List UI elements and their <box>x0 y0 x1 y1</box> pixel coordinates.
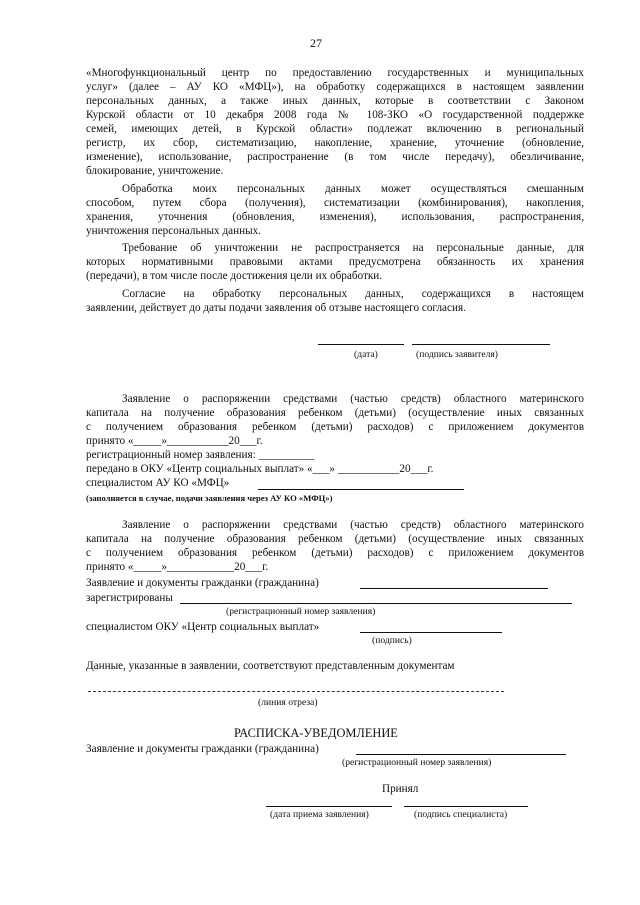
block2-specialist-line <box>360 632 502 633</box>
signature-line <box>412 344 550 345</box>
para1-line-1: «Многофункциональный центр по предоставлению государственных и муниципальных <box>86 67 584 79</box>
para1-line-3: персональных данных, а также иных данных, которые в соответствии с Законом <box>86 95 584 107</box>
applicant-signature-caption: (подпись заявителя) <box>416 349 499 360</box>
para4-line-1: Согласие на обработку персональных данных, содержащихся в настоящем <box>122 288 584 300</box>
para2-line-2: способом, путем сбора (получения), систематизации (комбинирования), накопления, <box>86 197 584 209</box>
data-match-statement: Данные, указанные в заявлении, соответствуют представленным документам <box>86 660 455 672</box>
para3-line-2: которых нормативными правовыми актами предусмотрена обязанность их хранения <box>86 256 584 268</box>
para3-line-3: (передачи), в том числе после достижения цели их обработки. <box>86 270 383 282</box>
block1-note: (заполняется в случае, подачи заявления через АУ КО «МФЦ») <box>86 493 333 503</box>
block2-docs-citizen: Заявление и документы гражданки (гражданина) <box>86 577 319 589</box>
receipt-registration-line <box>356 754 566 755</box>
para1-line-7: изменение), использование, распространение (в том числе передачу), обезличивание, <box>86 151 584 163</box>
block1-registration-number: регистрационный номер заявления: __________ <box>86 449 315 461</box>
block2-line-2: капитала на получение образования ребенком (детьми) (осуществление иных связанных <box>86 533 584 545</box>
para3-line-1: Требование об уничтожении не распространяется на персональные данные, для <box>122 242 584 254</box>
block1-line-2: капитала на получение образования ребенком (детьми) (осуществление иных связанных <box>86 407 584 419</box>
block1-mfc-specialist: специалистом АУ КО «МФЦ» <box>86 477 230 489</box>
block2-registered: зарегистрированы <box>86 592 173 604</box>
para2-line-4: уничтожения персональных данных. <box>86 225 261 237</box>
block2-signature-caption: (подпись) <box>372 635 412 646</box>
page-number: 27 <box>310 36 322 50</box>
block2-line-1: Заявление о распоряжении средствами (частью средств) областного материнского <box>122 519 584 531</box>
para4-line-2: заявлении, действует до даты подачи заявления об отзыве настоящего согласия. <box>86 302 466 314</box>
receipt-title: РАСПИСКА-УВЕДОМЛЕНИЕ <box>234 726 398 740</box>
receipt-date-caption: (дата приема заявления) <box>270 809 369 820</box>
block2-line-3: с получением образования ребенком (детьми) расходов) с приложением документов <box>86 547 584 559</box>
receipt-signature-line <box>404 806 528 807</box>
block1-line-3: с получением образования ребенком (детьми) расходов) с приложением документов <box>86 421 584 433</box>
block2-registration-caption: (регистрационный номер заявления) <box>226 606 376 617</box>
block2-registration-line <box>180 603 572 604</box>
block2-okuc-specialist: специалистом ОКУ «Центр социальных выплат» <box>86 621 320 633</box>
block2-accepted-date: принято «_____»____________20___г. <box>86 561 269 573</box>
para1-line-4: Курской области от 10 декабря 2008 года № 108-ЗКО «О государственной поддержке <box>86 109 584 121</box>
date-caption: (дата) <box>354 349 378 360</box>
para1-line-5: семей, имеющих детей, в Курской области» подлежат включению в региональный <box>86 123 584 135</box>
block1-transferred-to-okuc: передано в ОКУ «Центр социальных выплат» «___» ___________20___г. <box>86 463 434 475</box>
block1-line-1: Заявление о распоряжении средствами (частью средств) областного материнского <box>122 393 584 405</box>
cut-line <box>88 691 504 692</box>
para1-line-8: блокирование, уничтожение. <box>86 165 224 177</box>
para1-line-6: регистр, их сбор, систематизацию, накопление, хранение, уточнение (обновление, <box>86 137 584 149</box>
block1-accepted-date: принято «_____»___________20___г. <box>86 435 263 447</box>
receipt-docs-citizen: Заявление и документы гражданки (гражданина) <box>86 743 319 755</box>
para2-line-1: Обработка моих персональных данных может осуществляться смешанным <box>122 183 584 195</box>
cut-line-caption: (линия отреза) <box>258 697 318 708</box>
receipt-accepted-by: Принял <box>382 783 419 795</box>
receipt-signature-caption: (подпись специалиста) <box>414 809 508 820</box>
receipt-registration-caption: (регистрационный номер заявления) <box>342 757 492 768</box>
date-line <box>318 344 404 345</box>
receipt-date-line <box>266 806 392 807</box>
para1-line-2: услуг» (далее – АУ КО «МФЦ»), на обработку содержащихся в настоящем заявлении <box>86 81 584 93</box>
block1-specialist-line <box>258 489 464 490</box>
block2-citizen-line <box>360 588 548 589</box>
para2-line-3: хранения, уточнения (обновления, изменения), использования, распространения, <box>86 211 584 223</box>
